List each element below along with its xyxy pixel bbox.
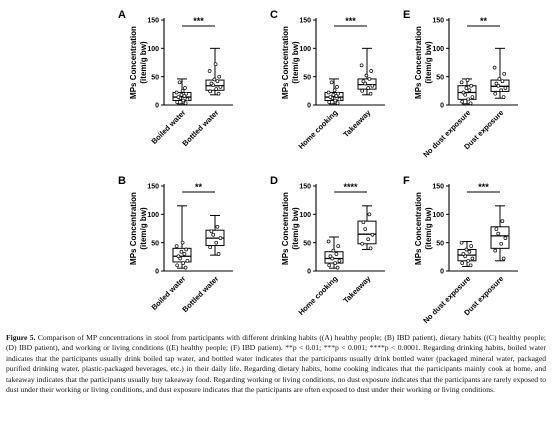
data-point bbox=[180, 250, 183, 253]
data-point bbox=[208, 70, 211, 73]
y-tick-label: 150 bbox=[147, 17, 159, 25]
category-label: Boiled water bbox=[149, 108, 188, 146]
data-point bbox=[334, 262, 337, 265]
data-point bbox=[217, 92, 220, 95]
data-point bbox=[462, 91, 465, 94]
data-point bbox=[467, 98, 470, 101]
data-point bbox=[212, 233, 215, 236]
data-point bbox=[461, 100, 464, 103]
significance-label: *** bbox=[345, 16, 356, 26]
y-tick-label: 150 bbox=[299, 17, 311, 25]
data-point bbox=[182, 262, 185, 265]
panel-letter: B bbox=[118, 175, 126, 187]
y-tick-label: 50 bbox=[303, 240, 311, 248]
data-point bbox=[361, 242, 364, 245]
y-tick-label: 0 bbox=[307, 102, 311, 110]
data-point bbox=[365, 74, 368, 77]
panel-letter: F bbox=[403, 175, 410, 187]
data-point bbox=[336, 266, 339, 269]
figure-caption bbox=[6, 333, 546, 395]
data-point bbox=[175, 245, 178, 248]
y-axis-label: (item/g bw) bbox=[291, 207, 300, 250]
data-point bbox=[333, 89, 336, 92]
y-tick-label: 50 bbox=[436, 240, 444, 248]
y-tick-label: 0 bbox=[440, 102, 444, 110]
caption-label: Figure 5. bbox=[6, 333, 36, 342]
panel-letter: A bbox=[118, 9, 126, 21]
data-point bbox=[494, 249, 497, 252]
data-point bbox=[213, 78, 216, 81]
data-point bbox=[181, 89, 184, 92]
y-tick-label: 100 bbox=[299, 45, 311, 53]
data-point bbox=[360, 64, 363, 67]
data-point bbox=[214, 63, 217, 66]
category-label: Dust exposure bbox=[462, 108, 506, 152]
data-point bbox=[465, 87, 468, 90]
category-label: No dust exposure bbox=[421, 274, 473, 326]
data-point bbox=[338, 259, 341, 262]
data-point bbox=[217, 253, 220, 256]
data-point bbox=[369, 92, 372, 95]
category-label: Dust exposure bbox=[462, 274, 506, 318]
data-point bbox=[218, 75, 221, 78]
data-point bbox=[177, 255, 180, 258]
data-point bbox=[216, 225, 219, 228]
data-point bbox=[468, 250, 471, 253]
significance-label: *** bbox=[478, 182, 489, 192]
panel-a bbox=[118, 9, 233, 148]
significance-label: ** bbox=[194, 182, 203, 192]
y-axis-label: (item/g bw) bbox=[424, 41, 433, 84]
data-point bbox=[468, 89, 471, 92]
data-point bbox=[182, 99, 185, 102]
y-tick-label: 100 bbox=[147, 45, 159, 53]
y-tick-label: 100 bbox=[432, 211, 444, 219]
data-point bbox=[336, 85, 339, 88]
panel-e bbox=[403, 9, 518, 159]
data-point bbox=[504, 237, 507, 240]
y-axis-label: MPs Concentration bbox=[129, 192, 138, 265]
data-point bbox=[470, 245, 473, 248]
data-point bbox=[469, 102, 472, 105]
data-point bbox=[500, 242, 503, 245]
data-point bbox=[462, 253, 465, 256]
y-tick-label: 150 bbox=[299, 183, 311, 191]
data-point bbox=[367, 238, 370, 241]
data-point bbox=[181, 241, 184, 244]
panel-letter: C bbox=[270, 9, 278, 21]
data-point bbox=[178, 81, 181, 84]
y-tick-label: 0 bbox=[155, 102, 159, 110]
data-point bbox=[176, 101, 179, 104]
data-point bbox=[176, 264, 179, 267]
data-point bbox=[332, 249, 335, 252]
data-point bbox=[337, 245, 340, 248]
data-point bbox=[210, 82, 213, 85]
data-point bbox=[185, 248, 188, 251]
data-point bbox=[327, 240, 330, 243]
data-point bbox=[219, 85, 222, 88]
data-point bbox=[337, 92, 340, 95]
data-point bbox=[467, 259, 470, 262]
y-tick-label: 100 bbox=[299, 211, 311, 219]
data-point bbox=[497, 232, 500, 235]
data-point bbox=[503, 72, 506, 75]
data-point bbox=[495, 82, 498, 85]
category-label: Home cooking bbox=[296, 108, 340, 151]
data-point bbox=[371, 233, 374, 236]
panel-letter: E bbox=[403, 9, 411, 21]
data-point bbox=[335, 253, 338, 256]
y-tick-label: 50 bbox=[303, 74, 311, 82]
data-point bbox=[368, 77, 371, 80]
data-point bbox=[495, 228, 498, 231]
y-axis-label: MPs Concentration bbox=[281, 192, 290, 265]
data-point bbox=[369, 247, 372, 250]
data-point bbox=[209, 90, 212, 93]
data-point bbox=[470, 84, 473, 87]
significance-label: *** bbox=[193, 16, 204, 26]
data-point bbox=[210, 230, 213, 233]
panel-c bbox=[270, 9, 385, 151]
category-label: Boiled water bbox=[149, 274, 188, 312]
y-tick-label: 0 bbox=[440, 268, 444, 276]
data-point bbox=[502, 96, 505, 99]
y-axis-label: MPs Concentration bbox=[129, 26, 138, 99]
data-point bbox=[329, 96, 332, 99]
data-point bbox=[493, 66, 496, 69]
data-point bbox=[461, 262, 464, 265]
y-axis-label: (item/g bw) bbox=[291, 41, 300, 84]
y-tick-label: 0 bbox=[307, 268, 311, 276]
y-axis-label: (item/g bw) bbox=[139, 41, 148, 84]
data-point bbox=[330, 81, 333, 84]
data-point bbox=[494, 92, 497, 95]
data-point bbox=[328, 264, 331, 267]
data-point bbox=[209, 246, 212, 249]
data-point bbox=[367, 87, 370, 90]
caption-text: Comparison of MP concentrations in stool from participants with different drinking habits ((A) healthy people; (B) IBD patient), dietary habits ((C) healthy people; (D) IBD patient), and working or living conditions ((E) healthy people; (F) IBD patient). **p < 0.01; ***p < 0.001; ****p < 0.0001. Regarding drinking habits, boiled water indicates that the participants usually drink boiled tap water, and bottled water indicates that the participants usually drink bottled water (packaged mineral water, packaged purified drinking water, plastic-packaged beverages, etc.) in their daily life. Regarding dietary habits, home cooking indicates that the participants mainly cook at home, and takeaway indicates that the participants usually buy takeaway food. Regarding working or living conditions, no dust exposure indicates that the participants are rarely exposed to dust under their working or living conditions, and dust exposure indicates that the participants are often exposed to dust under their working or living conditions. bbox=[6, 333, 546, 395]
data-point bbox=[338, 98, 341, 101]
category-label: Bottled water bbox=[180, 108, 221, 149]
y-tick-label: 150 bbox=[432, 183, 444, 191]
y-axis-label: MPs Concentration bbox=[281, 26, 290, 99]
significance-label: ** bbox=[479, 16, 488, 26]
data-point bbox=[219, 237, 222, 240]
y-axis-label: MPs Concentration bbox=[414, 192, 423, 265]
data-point bbox=[371, 84, 374, 87]
data-point bbox=[328, 101, 331, 104]
data-point bbox=[465, 248, 468, 251]
data-point bbox=[504, 87, 507, 90]
panel-letter: D bbox=[270, 175, 278, 187]
data-point bbox=[460, 241, 463, 244]
data-point bbox=[183, 253, 186, 256]
y-axis-label: MPs Concentration bbox=[414, 26, 423, 99]
data-point bbox=[364, 228, 367, 231]
data-point bbox=[460, 81, 463, 84]
category-label: Takeaway bbox=[341, 274, 373, 306]
panel-f bbox=[403, 175, 518, 325]
data-point bbox=[471, 257, 474, 260]
data-point bbox=[185, 92, 188, 95]
y-tick-label: 0 bbox=[155, 268, 159, 276]
data-point bbox=[362, 80, 365, 83]
data-point bbox=[177, 96, 180, 99]
data-point bbox=[216, 80, 219, 83]
category-label: Takeaway bbox=[341, 108, 373, 140]
data-point bbox=[334, 99, 337, 102]
data-point bbox=[175, 91, 178, 94]
data-point bbox=[215, 88, 218, 91]
panel-d bbox=[270, 175, 385, 317]
data-point bbox=[184, 102, 187, 105]
data-point bbox=[466, 79, 469, 82]
y-tick-label: 150 bbox=[432, 17, 444, 25]
data-point bbox=[329, 255, 332, 258]
y-tick-label: 100 bbox=[432, 45, 444, 53]
y-axis-label: (item/g bw) bbox=[139, 207, 148, 250]
panel-b bbox=[118, 175, 233, 314]
y-tick-label: 50 bbox=[151, 74, 159, 82]
data-point bbox=[186, 98, 189, 101]
data-point bbox=[368, 213, 371, 216]
data-point bbox=[501, 80, 504, 83]
data-point bbox=[184, 266, 187, 269]
category-label: Home cooking bbox=[296, 274, 340, 317]
data-point bbox=[336, 102, 339, 105]
data-point bbox=[500, 89, 503, 92]
data-point bbox=[361, 89, 364, 92]
data-point bbox=[498, 77, 501, 80]
y-tick-label: 50 bbox=[436, 74, 444, 82]
y-axis-label: (item/g bw) bbox=[424, 207, 433, 250]
data-point bbox=[186, 259, 189, 262]
category-label: No dust exposure bbox=[421, 108, 473, 160]
category-label: Bottled water bbox=[180, 274, 221, 315]
data-point bbox=[370, 70, 373, 73]
data-point bbox=[327, 91, 330, 94]
significance-label: **** bbox=[343, 182, 358, 192]
data-point bbox=[332, 93, 335, 96]
data-point bbox=[502, 257, 505, 260]
data-point bbox=[501, 220, 504, 223]
data-point bbox=[469, 264, 472, 267]
data-point bbox=[184, 87, 187, 90]
y-tick-label: 150 bbox=[147, 183, 159, 191]
data-point bbox=[362, 221, 365, 224]
y-tick-label: 100 bbox=[147, 211, 159, 219]
data-point bbox=[215, 241, 218, 244]
data-point bbox=[180, 93, 183, 96]
y-tick-label: 50 bbox=[151, 240, 159, 248]
data-point bbox=[471, 96, 474, 99]
